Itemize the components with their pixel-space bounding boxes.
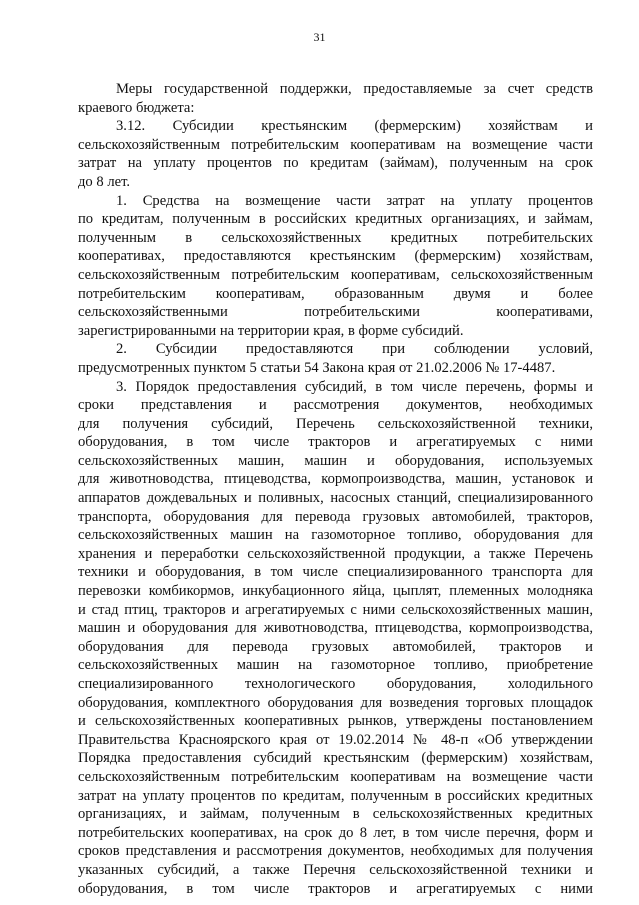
text-line: сроков представления и рассмотрения документов, необходимых для получения [78, 843, 593, 860]
text-line: Меры государственной поддержки, предоставляемые за счет средств [116, 81, 593, 97]
document-body [78, 80, 593, 898]
text-line: сельскохозяйственными потребительскими кооперативами, [78, 304, 593, 321]
text-line: затрат на уплату процентов по кредитам (займам), полученным на срок [78, 155, 593, 172]
text-line: указанных субсидий, а также Перечня сельскохозяйственной техники и [78, 861, 593, 878]
page-number: 31 [313, 30, 326, 44]
text-line: до 8 лет. [78, 173, 131, 190]
text-line: техники и оборудования, в том числе специализированного транспорта для [78, 564, 593, 581]
text-line: сельскохозяйственных машин, машин и оборудования, используемых [78, 452, 593, 469]
text-line: потребительских кооперативах, на срок до 8 лет, в том числе перечня, форм и [78, 824, 593, 841]
text-line: Порядка предоставления субсидий крестьянским (фермерским) хозяйствам, [78, 750, 593, 767]
text-line: организациях, и займам, полученным в сельскохозяйственных кредитных [78, 806, 593, 823]
text-line: 2. Субсидии предоставляются при соблюдении условий, [116, 341, 593, 358]
text-line: специализированного технологического оборудования, холодильного [78, 676, 593, 692]
text-line: аппаратов дождевальных и поливных, насосных станций, специализированного [78, 490, 593, 507]
text-line: предусмотренных пунктом 5 статьи 54 Закона края от 21.02.2006 № 17-4487. [78, 359, 556, 376]
text-line: для получения субсидий, Перечень сельскохозяйственной техники, [78, 415, 593, 432]
text-line: перевозки комбикормов, инкубационного яйца, цыплят, племенных молодняка [78, 583, 593, 600]
text-line: для животноводства, птицеводства, кормопроизводства, машин, установок и [78, 471, 593, 488]
text-line: сельскохозяйственным потребительским кооперативам на возмещение части [78, 136, 593, 153]
text-line: кооперативах, предоставляются крестьянским (фермерским) хозяйствам, [78, 248, 593, 265]
text-line: зарегистрированными на территории края, в форме субсидий. [78, 322, 464, 339]
text-line: оборудования, комплектного оборудования для возведения торговых площадок [78, 694, 593, 711]
text-line: транспорта, оборудования для перевода грузовых автомобилей, тракторов, [78, 508, 593, 525]
text-line: 1. Средства на возмещение части затрат на уплату процентов [116, 192, 593, 209]
text-line: оборудования, в том числе тракторов и агрегатируемых с ними [78, 880, 593, 897]
text-line: 3.12. Субсидии крестьянским (фермерским) хозяйствам и [116, 118, 593, 135]
text-line: 3. Порядок предоставления субсидий, в том числе перечень, формы и [116, 378, 593, 395]
text-line: затрат на уплату процентов по кредитам, полученным в российских кредитных [78, 787, 593, 804]
text-line: сельскохозяйственным потребительским кооперативам, сельскохозяйственным [78, 266, 593, 283]
text-line: потребительским кооперативам, образованным двумя и более [78, 285, 593, 302]
text-line: оборудования для перевода грузовых автомобилей, тракторов и [78, 638, 593, 655]
text-line: и стад птиц, тракторов и агрегатируемых с ними сельскохозяйственных машин, [78, 601, 593, 618]
text-line: полученным в сельскохозяйственных кредитных потребительских [78, 229, 593, 246]
text-line: сельскохозяйственных машин на газомоторное топливо, оборудования для [78, 527, 593, 544]
text-line: машин и оборудования для животноводства, птицеводства, кормопроизводства, [78, 620, 593, 637]
text-line: и сельскохозяйственных кооперативных рынков, утверждены постановлением [78, 713, 593, 730]
text-line: оборудования, в том числе тракторов и агрегатируемых с ними [78, 434, 593, 451]
text-line: сроки представления и рассмотрения документов, необходимых [78, 397, 593, 414]
text-line: Правительства Красноярского края от 19.02.2014 № 48-п «Об утверждении [78, 731, 593, 748]
text-line: сельскохозяйственных машин на газомоторное топливо, приобретение [78, 657, 593, 674]
text-line: хранения и переработки сельскохозяйственной продукции, а также Перечень [78, 545, 593, 562]
text-line: по кредитам, полученным в российских кредитных организациях, и займам, [78, 211, 593, 228]
text-line: краевого бюджета: [78, 99, 195, 116]
text-line: сельскохозяйственным потребительским кооперативам на возмещение части [78, 768, 593, 785]
